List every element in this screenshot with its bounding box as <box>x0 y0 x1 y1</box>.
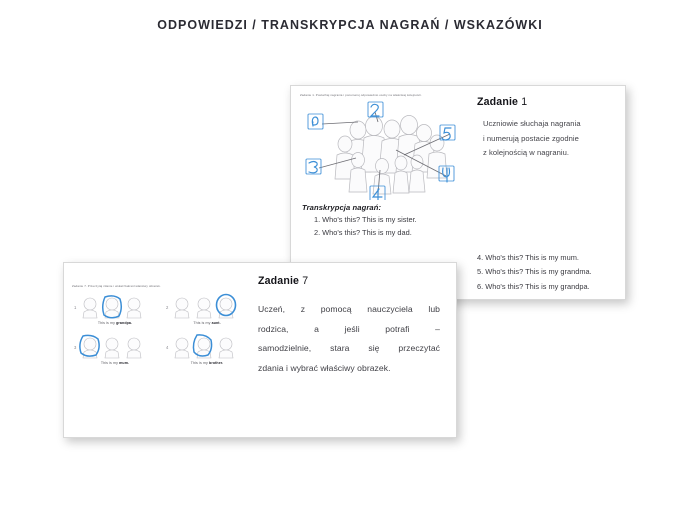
transcript-number: 4. <box>477 252 484 262</box>
family-group-drawing <box>300 100 466 200</box>
card1-task-heading <box>477 96 617 108</box>
exercise-grid <box>72 293 246 365</box>
svg-text:4: 4 <box>166 345 169 351</box>
face-options-row <box>72 293 158 319</box>
caption-answer: grandpa. <box>116 321 133 326</box>
face-options-row <box>164 333 250 359</box>
description-line: Uczeń, z pomocą nauczyciela lub <box>258 304 440 314</box>
exercise-item-4[interactable] <box>164 333 250 365</box>
task-heading-number: 7 <box>302 275 309 287</box>
card1-task-description <box>483 117 617 161</box>
caption-answer: mum. <box>119 361 130 366</box>
description-line: Uczniowie słuchaja nagrania <box>483 119 581 128</box>
list-item <box>477 254 626 262</box>
transcription-list-right <box>477 254 626 291</box>
task-heading-number: 1 <box>521 96 528 108</box>
svg-text:3: 3 <box>74 345 77 351</box>
caption-answer: brother. <box>209 361 224 366</box>
transcript-text: Who's this? This is my mum. <box>485 252 579 262</box>
caption-answer: aunt. <box>211 321 221 326</box>
exercise-caption <box>164 361 250 365</box>
exercise-item-1[interactable] <box>72 293 158 325</box>
description-line: rodzica, a jeśli potrafi – <box>258 323 440 334</box>
description-line: i numerują postacie zgodnie <box>483 133 579 143</box>
card2-right-pane <box>250 263 456 437</box>
caption-prefix: This is my <box>97 321 117 326</box>
svg-text:1: 1 <box>74 305 77 311</box>
caption-prefix: This is my <box>190 361 210 366</box>
list-item <box>314 216 465 224</box>
card2-left-pane <box>64 263 250 437</box>
description-line: z kolejnością w nagraniu. <box>483 148 570 158</box>
card1-micro-instruction: Zadanie 1. Posłuchaj nagrania i ponumeruj odpowiednio osoby na właściwej kolejności. <box>300 94 422 97</box>
transcript-text: Who's this? This is my dad. <box>322 228 412 238</box>
task-heading-word: Zadanie <box>477 96 519 108</box>
transcript-number: 6. <box>477 282 484 292</box>
list-item <box>314 229 465 237</box>
transcript-text: Who's this? This is my sister. <box>322 215 417 225</box>
face-options-row <box>164 293 250 319</box>
caption-prefix: This is my <box>193 321 212 326</box>
exercise-caption <box>72 361 158 365</box>
card2-task-description <box>258 300 440 378</box>
caption-prefix: This is my <box>100 361 120 366</box>
list-item <box>477 283 626 291</box>
card2-task-heading <box>258 275 440 287</box>
transcript-text: Who's this? This is my grandpa. <box>485 282 590 292</box>
transcript-number: 1. <box>314 215 321 225</box>
svg-text:2: 2 <box>166 305 169 311</box>
transcription-heading: Transkrypcja nagrań: <box>302 203 382 213</box>
exercise-caption <box>72 321 158 325</box>
card1-right-pane <box>469 86 625 299</box>
exercise-caption <box>164 321 250 325</box>
exercise-item-3[interactable] <box>72 333 158 365</box>
exercise-item-2[interactable] <box>164 293 250 325</box>
page-title: ODPOWIEDZI / TRANSKRYPCJA NAGRAŃ / WSKAZÓWKI <box>157 18 543 32</box>
description-line: zdania i wybrać właściwy obrazek. <box>258 362 391 373</box>
transcript-number: 2. <box>314 228 321 238</box>
transcript-text: Who's this? This is my grandma. <box>485 267 592 277</box>
task-heading-word: Zadanie <box>258 275 300 287</box>
answer-card-zadanie-7[interactable] <box>63 262 457 438</box>
transcription-list-left <box>300 216 465 237</box>
face-options-row <box>72 333 158 359</box>
description-line: samodzielnie, stara się przeczytać <box>258 343 440 354</box>
transcript-number: 5. <box>477 267 484 277</box>
card2-micro-instruction: Zadanie 7. Przeczytaj zdanie i wskaż/zakreśl właściwy obrazek. <box>72 285 161 288</box>
list-item <box>477 268 626 276</box>
